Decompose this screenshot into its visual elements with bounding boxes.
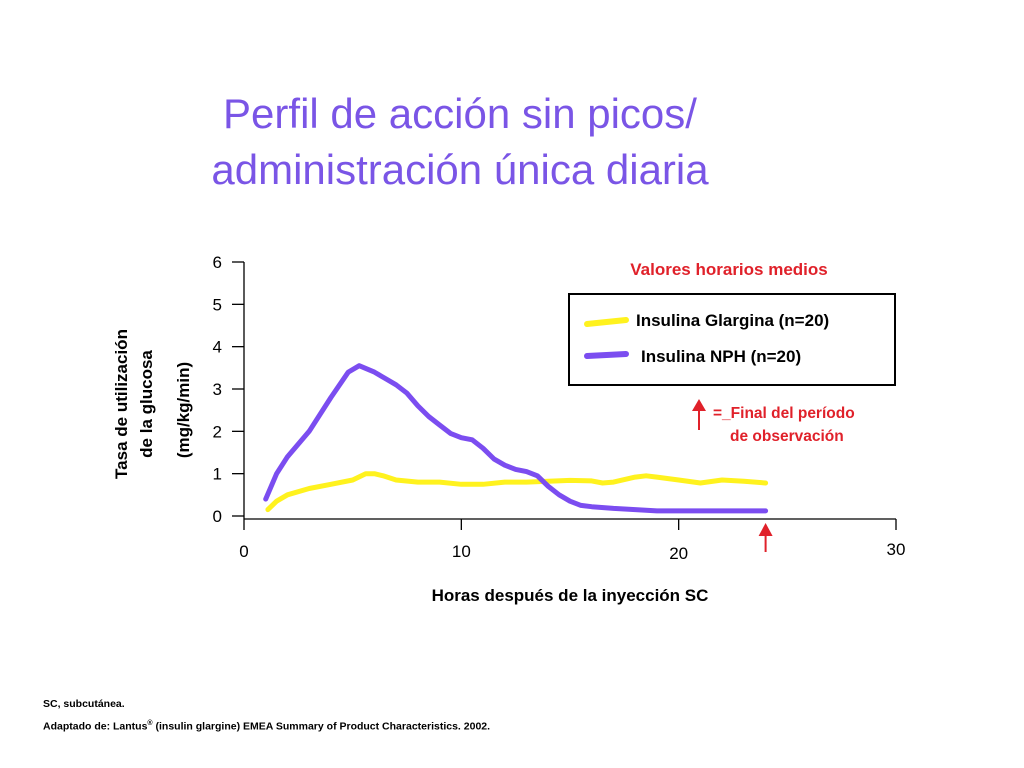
x-tick-label: 20 xyxy=(669,544,689,563)
y-axis-label-line-1: Tasa de utilización xyxy=(112,329,131,479)
y-tick-label: 6 xyxy=(212,253,222,272)
title-line-2: administración única diaria xyxy=(211,146,709,193)
footnote-abbreviation: SC, subcutánea. xyxy=(43,698,125,710)
y-ticks xyxy=(213,253,244,526)
y-tick-label: 3 xyxy=(212,380,222,399)
legend-box xyxy=(569,294,895,385)
x-tick-label: 10 xyxy=(451,542,471,561)
y-tick-label: 2 xyxy=(212,422,222,442)
legend-label-glargine: Insulina Glargina (n=20) xyxy=(636,311,830,330)
annotation-text-line-1: =_Final del período xyxy=(713,405,855,422)
legend-label-nph: Insulina NPH (n=20) xyxy=(641,347,802,366)
title-line-1: Perfil de acción sin picos/ xyxy=(223,90,697,137)
end-observation-arrow-icon xyxy=(759,523,773,552)
footnote-source xyxy=(43,720,490,733)
series-line-glargine xyxy=(268,474,766,510)
footnote-source-suffix: (insulin glargine) EMEA Summary of Product Characteristics. 2002. xyxy=(152,720,491,733)
legend-swatch-nph xyxy=(587,354,626,356)
footnote-source-prefix: Adaptado de: Lantus xyxy=(43,720,148,733)
chart-title: Valores horarios medios xyxy=(630,260,828,279)
series-line-nph xyxy=(266,366,766,511)
legend xyxy=(569,294,895,385)
y-tick-label: 4 xyxy=(212,337,222,357)
y-axis-label-line-3: (mg/kg/min) xyxy=(174,361,193,459)
annotation-text-line-2: de observación xyxy=(730,428,844,445)
legend-swatch-glargine xyxy=(587,320,626,324)
annotation-legend xyxy=(692,399,855,445)
y-axis-label-line-2: de la glucosa xyxy=(137,350,156,458)
arrow-up-icon xyxy=(692,399,706,430)
x-axis-label: Horas después de la inyección SC xyxy=(431,586,709,605)
arrow-head xyxy=(759,523,773,536)
x-ticks xyxy=(239,519,905,563)
x-tick-label: 0 xyxy=(239,542,249,561)
y-tick-label: 0 xyxy=(212,507,222,526)
y-tick-label: 1 xyxy=(212,464,222,484)
registered-mark: ® xyxy=(147,720,153,727)
x-tick-label: 30 xyxy=(886,540,906,559)
y-tick-label: 5 xyxy=(212,295,222,315)
